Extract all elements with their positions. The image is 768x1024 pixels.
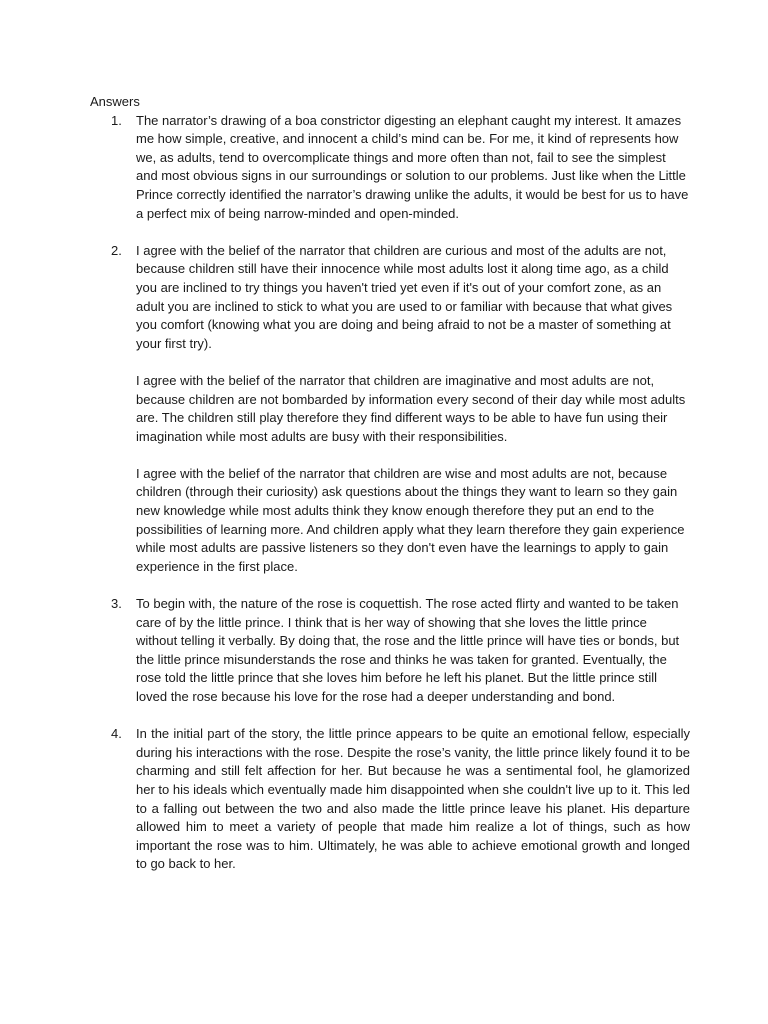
- answer-paragraph: The narrator’s drawing of a boa constrictor digesting an elephant caught my interest. It amazes me how simple, creative, and innocent a child’s mind can be. For me, it kind of represents how we, as adults, tend to overcomplicate things and more often than not, fail to see the simplest and most obvious signs in our surroundings or solution to our problems. Just like when the Little Prince correctly identified the narrator’s drawing unlike the adults, it would be best for us to have a perfect mix of being narrow-minded and open-minded.: [136, 112, 689, 221]
- answer-item-2: [90, 242, 690, 577]
- answer-paragraph: In the initial part of the story, the little prince appears to be quite an emotional fellow, especially during his interactions with the rose. Despite the rose’s vanity, the little prince likely found it to be charming and still felt affection for her. But because he was a sentimental fool, he glamorized her to his ideals which eventually made him disappointed when she couldn't live up to it. This led to a falling out between the two and also made the little prince leave his planet. His departure allowed him to meet a variety of people that made him realize a lot of things, such as how important the rose was to him. Ultimately, he was able to achieve emotional growth and longed to go back to her.: [136, 726, 690, 872]
- answer-paragraph: I agree with the belief of the narrator that children are imaginative and most adults are not, because children are not bombarded by information every second of their day while most adults are. The children still play therefore they find different ways to be able to have fun using their imagination while most adults are busy with their responsibilities.: [136, 372, 686, 444]
- answers-list: [90, 112, 690, 874]
- answer-number: 4.: [111, 726, 122, 742]
- answer-number: 3.: [111, 596, 122, 612]
- answer-paragraph: I agree with the belief of the narrator that children are curious and most of the adults are not, because children still have their innocence while most adults lost it along time ago, as a child you are inclined to try things you haven't tried yet even if it's out of your comfort zone, as an adult you are inclined to stick to what you are used to or familiar with because that what gives you comfort (knowing what you are doing and being afraid to not be a master of something at your first try).: [136, 242, 673, 351]
- answer-paragraph: I agree with the belief of the narrator that children are wise and most adults are not, because children (through their curiosity) ask questions about the things they want to learn so they gain new knowledge while most adults think they know enough therefore they put an end to the possibilities of learning more. And children apply what they learn therefore they gain experience while most adults are passive listeners so they don't even have the learnings to apply to gain experience in the first place.: [136, 465, 685, 574]
- answer-number: 1.: [111, 112, 122, 128]
- answer-number: 2.: [111, 242, 122, 258]
- answer-item-3: [90, 595, 690, 707]
- answer-item-4: [90, 725, 690, 874]
- document-page: [90, 93, 690, 893]
- answer-paragraph: To begin with, the nature of the rose is coquettish. The rose acted flirty and wanted to be taken care of by the little prince. I think that is her way of showing that she loves the little prince without telling it verbally. By doing that, the rose and the little prince will have ties or bonds, but the little prince misunderstands the rose and thinks he was taken for granted. Eventually, the rose told the little prince that she loves him before he left his planet. But the little prince still loved the rose because his love for the rose had a deeper understanding and bond.: [136, 596, 680, 704]
- answers-heading: Answers: [90, 94, 140, 109]
- answer-item-1: [90, 112, 690, 224]
